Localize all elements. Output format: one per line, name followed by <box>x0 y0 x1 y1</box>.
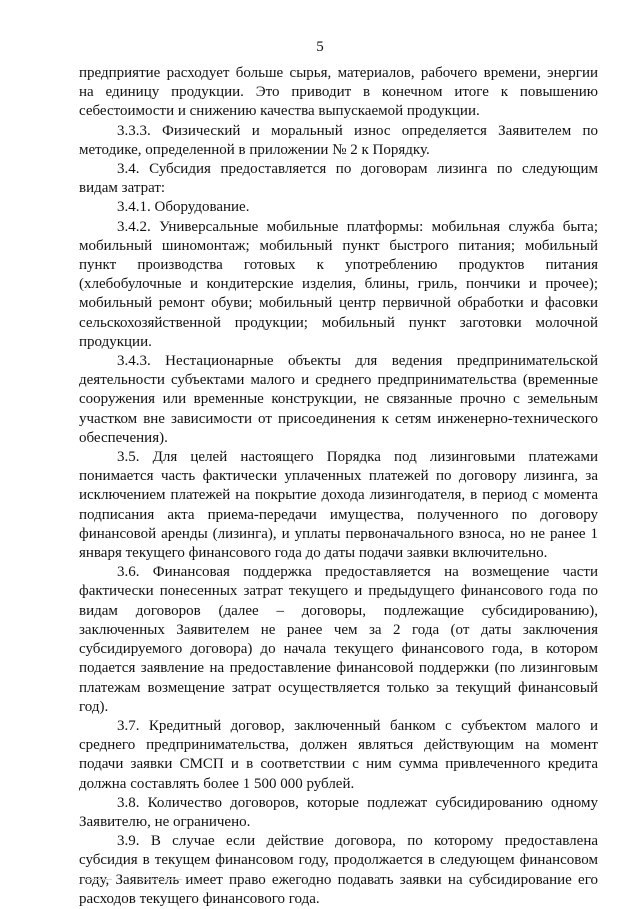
paragraph-3-6: 3.6. Финансовая поддержка предоставляется на возмещение части фактически понесенных затрат текущего и предыдущего финансового года по видам договоров (далее – договоры, подлежащие субсидированию), заключенных Заявителем не ранее чем за 2 года (от даты заключения субсидируемого договора) до начала текущего финансового года, в котором подается заявление на предоставление финансовой поддержки (по лизинговым платежам возмещение затрат осуществляется только за текущий финансовый год). <box>79 564 598 715</box>
page-number: 5 <box>316 39 324 55</box>
paragraph-continuation: предприятие расходует больше сырья, материалов, рабочего времени, энергии на единицу продукции. Это приводит в конечном итоге к повышению себестоимости и снижению качества выпускаемой продукции. <box>79 65 598 120</box>
paragraph-3-9: 3.9. В случае если действие договора, по которому предоставлена субсидия в текущем финансовом году, продолжается в следующем финансовом году, Заявитель имеет право ежегодно подавать заявки на субсидирование его расходов текущего финансового года. <box>79 833 598 907</box>
paragraph-3-8: 3.8. Количество договоров, которые подлежат субсидированию одному Заявителю, не ограничено. <box>79 794 598 830</box>
paragraph-3-4-1: 3.4.1. Оборудование. <box>117 199 250 216</box>
document-body <box>79 64 598 909</box>
paragraph-3-3-3: 3.3.3. Физический и моральный износ определяется Заявителем по методике, определенной в приложении № 2 к Порядку. <box>79 122 598 158</box>
paragraph-3-7: 3.7. Кредитный договор, заключенный банком с субъектом малого и среднего предпринимательства, должен являться действующим на момент подачи заявки СМСП и в соответствии с ним сумма привлеченного кредита должна составлять более 1 500 000 рублей. <box>79 717 598 792</box>
paragraph-3-5: 3.5. Для целей настоящего Порядка под лизинговыми платежами понимается часть фактически уплаченных платежей по договору лизинга, за исключением платежей на покрытие дохода лизингодателя, в период с момента подписания акта приема-передачи имущества, полученного по договору финансовой аренды (лизинга), и уплаты первоначального взноса, но не ранее 1 января текущего финансового года до даты подачи заявки включительно. <box>79 449 598 562</box>
footer-divider <box>84 879 112 880</box>
paragraph-3-4-3: 3.4.3. Нестационарные объекты для ведения предпринимательской деятельности субъектами малого и среднего предпринимательства (временные сооружения или временные конструкции, не связанные прочно с земельным участком вне зависимости от присоединения к сетям инженерно-технического обеспечения). <box>79 353 598 446</box>
footer-divider <box>138 879 182 880</box>
paragraph-3-4-2: 3.4.2. Универсальные мобильные платформы: мобильная служба быта; мобильный шиномонтаж; мобильный пункт быстрого питания; мобильный пункт производства готовых к употреблению продуктов питания (хлебобулочные и кондитерские изделия, блины, гриль, пончики и прочее); мобильный ремонт обуви; мобильный центр первичной обработки и фасовки сельскохозяйственной продукции; мобильный пункт заготовки молочной продукции. <box>79 218 598 350</box>
paragraph-3-4: 3.4. Субсидия предоставляется по договорам лизинга по следующим видам затрат: <box>79 161 598 197</box>
